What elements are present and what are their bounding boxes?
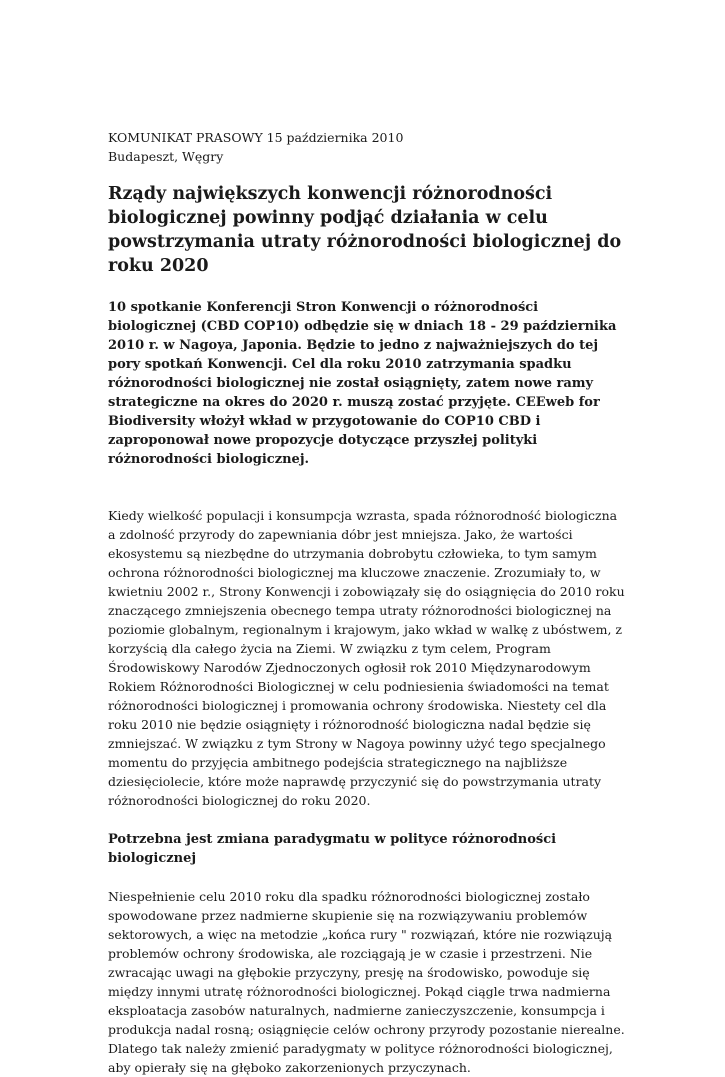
body-paragraph-1: Kiedy wielkość populacji i konsumpcja wzrasta, spada różnorodność biologiczna a zdolność przyrody do zapewniania dóbr jest mniejsza. Jako, że wartości ekosystemu są niezbędne do utrzymania dobrobytu człowieka, to tym samym ochrona różnorodności biologicznej ma kluczowe znaczenie. Zrozumiały to, w kwietniu 2002 r., Strony Konwencji i zobowiązały się do osiągnięcia do 2010 roku znaczącego zmniejszenia obecnego tempa utraty różnorodności biologicznej na poziomie globalnym, regionalnym i krajowym, jako wkład w walkę z ubóstwem, z korzyścią dla całego życia na Ziemi. W związku z tym celem, Program Środowiskowy Narodów Zjednoczonych ogłosił rok 2010 Międzynarodowym Rokiem Różnorodności Biologicznej w celu podniesienia świadomości na temat różnorodności biologicznej i promowania ochrony środowiska. Niestety cel dla roku 2010 nie będzie osiągnięty i różnorodność biologiczna nadal będzie się zmniejszać. W związku z tym Strony w Nagoya powinny użyć tego specjalnego momentu do przyjęcia ambitnego podejścia strategicznego na najbliższe dziesięciolecie, które może naprawdę przyczynić się do powstrzymania utraty różnorodności biologicznej do roku 2020. (108, 508, 625, 808)
press-release-location: Budapeszt, Węgry (108, 149, 224, 164)
article-title: Rządy największych konwencji różnorodności biologicznej powinny podjąć działania w celu powstrzymania utraty różnorodności biologicznej do roku 2020 (108, 184, 622, 276)
section-subheading: Potrzebna jest zmiana paradygmatu w polityce różnorodności biologicznej (108, 832, 557, 866)
article-lead: 10 spotkanie Konferencji Stron Konwencji o różnorodności biologicznej (CBD COP10) odbędzie się w dniach 18 - 29 października 2010 r. w Nagoya, Japonia. Będzie to jedno z najważniejszych do tej pory spotkań Konwencji. Cel dla roku 2010 zatrzymania spadku różnorodności biologicznej nie został osiągnięty, zatem nowe ramy strategiczne na okres do 2020 r. muszą zostać przyjęte. CEEweb for Biodiversity włożył wkład w przygotowanie do COP10 CBD i zaproponował nowe propozycje dotyczące przyszłej polityki różnorodności biologicznej. (108, 300, 617, 467)
body-paragraph-2: Niespełnienie celu 2010 roku dla spadku różnorodności biologicznej zostało spowodowane przez nadmierne skupienie się na rozwiązywaniu problemów sektorowych, a więc na metodzie „końca rury " rozwiązań, które nie rozwiązują problemów ochrony środowiska, ale rozciągają je w czasie i przestrzeni. Nie zwracając uwagi na głębokie przyczyny, presję na środowisko, powoduje się między innymi utratę różnorodności biologicznej. Pokąd ciągle trwa nadmierna eksploatacja zasobów naturalnych, nadmierne zanieczyszczenie, konsumpcja i produkcja nadal rosną; osiągnięcie celów ochrony przyrody pozostanie nierealne. Dlatego tak należy zmienić paradygmaty w polityce różnorodności biologicznej, aby opierały się na głęboko zakorzenionych przyczynach. (108, 889, 625, 1075)
document-page (108, 128, 628, 1077)
press-release-date: KOMUNIKAT PRASOWY 15 października 2010 (108, 130, 404, 145)
